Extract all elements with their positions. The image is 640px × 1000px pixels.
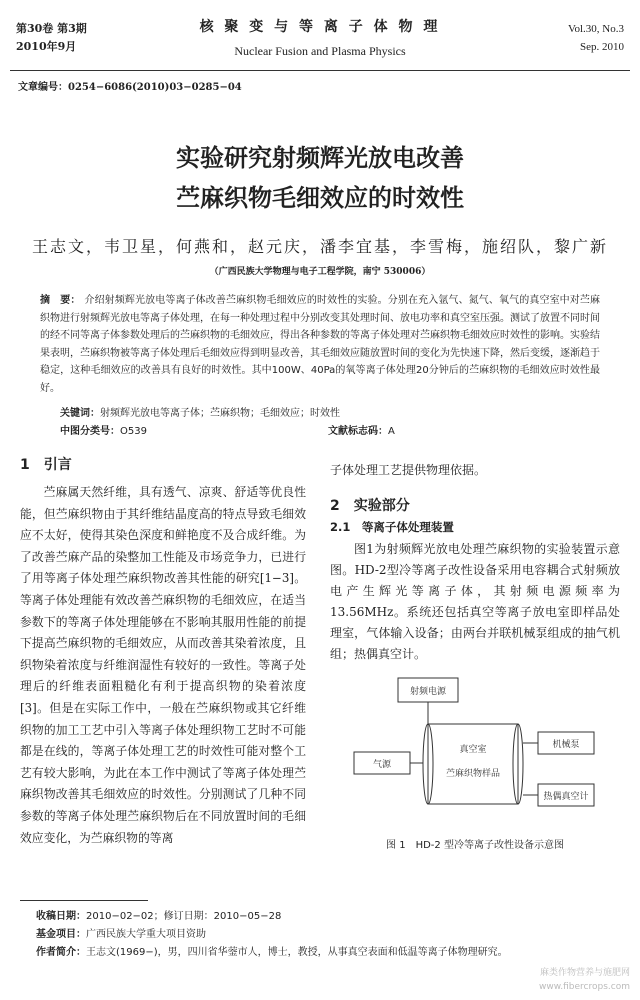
chamber-box <box>428 724 518 804</box>
received-text: 2010−02−02；修订日期：2010−05−28 <box>86 911 282 922</box>
author-bio <box>36 944 508 962</box>
section-2-1-text: 图1为射频辉光放电处理苎麻织物的实验装置示意图。HD-2型冷等离子改性设备采用电容耦合式射频放电产生辉光等离子体，其射频电源频率为13.56MHz。系统还包括真空等离子放电室即样品处理室，气体输入设备；由两台并联机械泵组成的抽气机组；热偶真空计。 <box>330 542 620 661</box>
watermark-line-2: www.fibercrops.com <box>539 982 630 992</box>
header-center <box>10 16 630 59</box>
gauge-label: 热偶真空计 <box>543 792 589 802</box>
document-code <box>328 422 395 437</box>
volume-cn: 第30卷 第3期 <box>16 22 87 35</box>
header-right <box>568 20 624 56</box>
fund-text: 广西民族大学重大项目资助 <box>86 929 206 940</box>
keywords-label: 关键词： <box>60 408 100 419</box>
continued-text: 子体处理工艺提供物理依据。 <box>330 463 487 477</box>
section-1-heading: 1 引言 <box>20 457 72 473</box>
watermark-line-1: 麻类作物营养与施肥网 <box>539 968 630 978</box>
classification-text: O539 <box>120 426 147 437</box>
section-1-text: 苎麻属天然纤维，具有透气、凉爽、舒适等优良性能，但苎麻织物由于其纤维结晶度高的特点导致毛细效应不太好，使得其染色深度和鲜艳度不及合成纤维。为了改善苎麻产品的染整加工性能及市场竞争力，已进行了用等离子体处理苎麻织物改善其性能的研究[1−3]。等离子体处理能有效改善苎麻织物的毛细效应，在适当参数下的等离子体处理能够在不影响其服用性能的前提下提高苎麻织物的毛细效应，从而改善其染着浓度，且织物染着浓度与纤维润湿性有较好的一致性。等离子处理后的纤维表面粗糙化有利于提高织物的染着浓度[3]。但是在实际工作中，一般在苎麻织物或其它纤维织物的加工工艺中引入等离子体处理织物工艺时不可能都是在线的，等离子体处理工艺的时效性可能对整个工艺有较大影响，为此在本工作中测试了等离子体处理苎麻织物改善其毛细效应的时效性。分别测试了几种不同参数的等离子体处理苎麻织物后在不同放置时间的毛细效应变化，为苎麻织物的等离 <box>20 485 306 845</box>
pump-label: 机械泵 <box>552 740 580 750</box>
journal-title-en: Nuclear Fusion and Plasma Physics <box>234 44 406 58</box>
date-en: Sep. 2010 <box>580 41 624 53</box>
header-rule <box>10 70 630 71</box>
watermark <box>539 966 630 994</box>
abstract-label: 摘 要： <box>40 295 81 306</box>
abstract <box>40 292 600 397</box>
footnote-rule <box>20 900 148 901</box>
author-bio-text: 王志文(1969−)，男，四川省华蓥市人，博士，教授，从事真空表面和低温等离子体物理研究。 <box>86 947 508 958</box>
author-list: 王志文，韦卫星，何燕和，赵元庆，潘李宜基，李雪梅，施绍队，黎广新 <box>31 237 608 256</box>
figure-caption: 图 1 HD-2 型冷等离子改性设备示意图 <box>386 840 564 851</box>
paper-title <box>0 138 640 218</box>
keywords <box>60 404 340 419</box>
article-number: 文章编号：0254−6086(2010)03−0285−04 <box>18 82 242 93</box>
affiliation: （广西民族大学物理与电子工程学院，南宁 530006） <box>209 267 431 277</box>
apparatus-diagram <box>330 672 620 858</box>
doc-code-label: 文献标志码： <box>328 426 388 437</box>
keywords-text: 射频辉光放电等离子体；苎麻织物；毛细效应；时效性 <box>100 408 340 419</box>
fund-label: 基金项目： <box>36 929 86 940</box>
gas-source-label: 气源 <box>372 760 392 770</box>
left-column <box>20 454 306 849</box>
chamber-label-2: 苎麻织物样品 <box>445 769 501 779</box>
rf-source-label: 射频电源 <box>409 687 447 697</box>
title-line-2: 苎麻织物毛细效应的时效性 <box>176 184 464 212</box>
title-line-1: 实验研究射频辉光放电改善 <box>176 144 464 172</box>
footnotes <box>36 908 508 962</box>
right-column <box>330 460 620 665</box>
volume-en: Vol.30, No.3 <box>567 23 624 35</box>
journal-header <box>10 10 630 70</box>
classification-number <box>60 422 147 437</box>
date-cn: 2010年9月 <box>16 40 77 53</box>
author-bio-label: 作者简介： <box>36 947 86 958</box>
classification-label: 中图分类号： <box>60 426 120 437</box>
chamber-label-1: 真空室 <box>459 745 487 755</box>
section-2-heading: 2 实验部分 <box>330 498 410 514</box>
section-2-1-heading: 2.1 等离子体处理装置 <box>330 520 454 534</box>
abstract-text: 介绍射频辉光放电等离子体改善苎麻织物毛细效应的时效性的实验。分别在充入氩气、氮气、氧气的真空室中对苎麻织物进行射频辉光放电等离子体处理，在每一种处理过程中分别改变其处理时间、放电功率和真空室压强。测试了放置不同时间的经不同等离子体参数处理后的苎麻织物的毛细效应，得出各种参数的等离子体处理对苎麻织物毛细效应时效性的影响。实验结果表明，苎麻织物被等离子体处理后毛细效应得到明显改善，其毛细效应随放置时间的变化为先快速下降，然后变缓，逐渐趋于稳定，这种毛细效应的改善具有良好的时效性。其中100W、40Pa的氧等离子体处理20分钟后的苎麻织物的毛细效应时效性最好。 <box>40 295 601 394</box>
received-label: 收稿日期： <box>36 911 86 922</box>
journal-title-cn: 核 聚 变 与 等 离 子 体 物 理 <box>199 19 441 35</box>
fund-info <box>36 926 508 944</box>
received-date <box>36 908 508 926</box>
doc-code-text: A <box>388 426 395 437</box>
